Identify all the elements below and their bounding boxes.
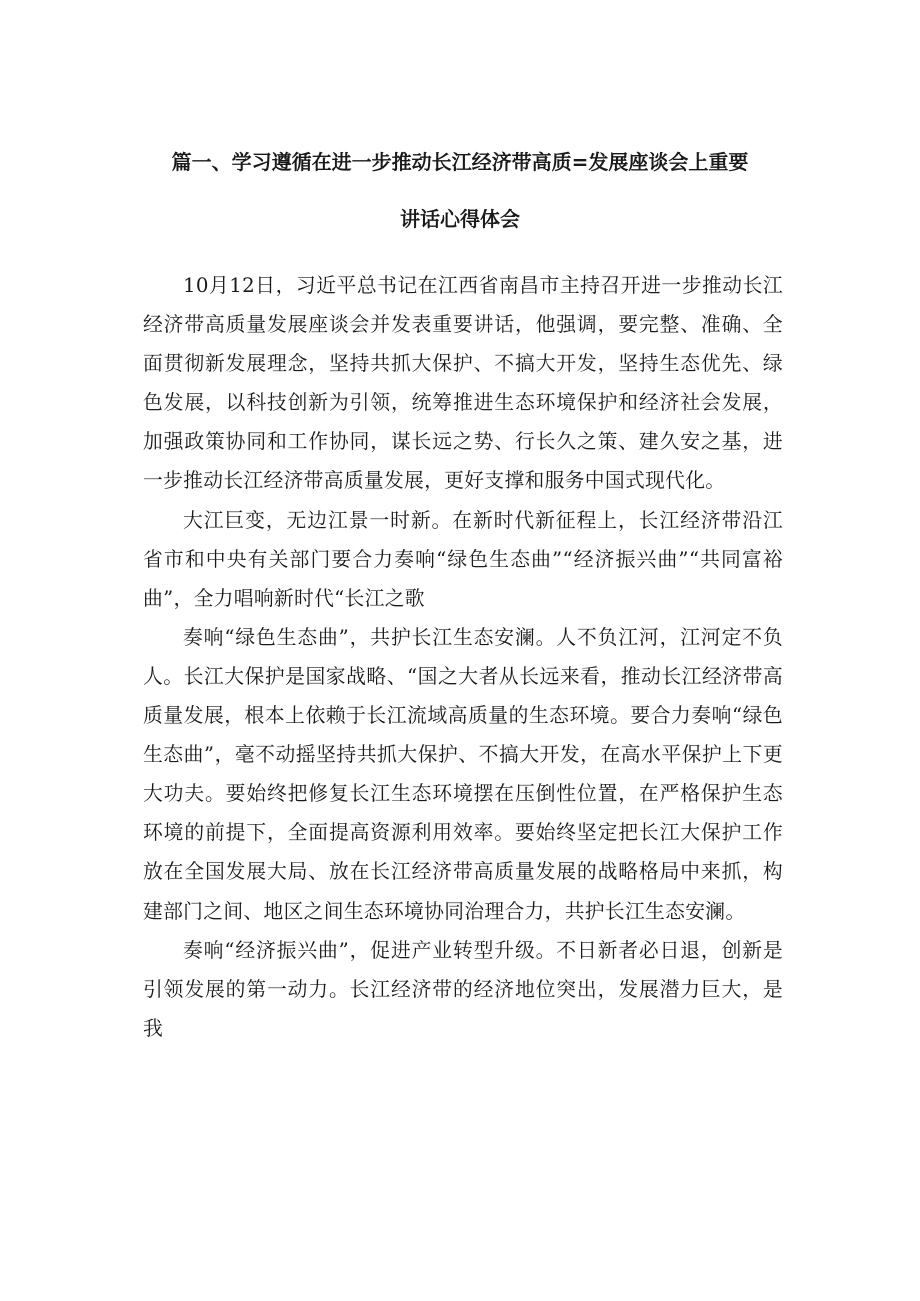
document-body xyxy=(143,266,783,1048)
document-title-line-2: 讲话心得体会 xyxy=(400,207,520,231)
paragraph-1: 10月12日，习近平总书记在江西省南昌市主持召开进一步推动长江经济带高质量发展座谈会并发表重要讲话，他强调，要完整、准确、全面贯彻新发展理念，坚持共抓大保护、不搞大开发，坚持生态优先、绿色发展，以科技创新为引领，统筹推进生态环境保护和经济社会发展，加强政策协同和工作协同，谋长远之势、行长久之策、建久安之基，进一步推动长江经济带高质量发展，更好支撑和服务中国式现代化。 xyxy=(143,274,783,493)
document-title-line-1: 篇一、学习遵循在进一步推动长江经济带高质=发展座谈会上重要 xyxy=(171,150,749,174)
paragraph-2: 大江巨变，无边江景一时新。在新时代新征程上，长江经济带沿江省市和中央有关部门要合力奏响“绿色生态曲”“经济振兴曲”“共同富裕曲”，全力唱响新时代“长江之歌 xyxy=(143,508,783,610)
paragraph-4: 奏响“经济振兴曲”，促进产业转型升级。不日新者必日退，创新是引领发展的第一动力。长江经济带的经济地位突出，发展潜力巨大，是我 xyxy=(143,938,783,1040)
paragraph-3: 奏响“绿色生态曲”，共护长江生态安澜。人不负江河，江河定不负人。长江大保护是国家战略、“国之大者从长远来看，推动长江经济带高质量发展，根本上依赖于长江流域高质量的生态环境。要合力奏响“绿色生态曲”，毫不动摇坚持共抓大保护、不搞大开发，在高水平保护上下更大功夫。要始终把修复长江生态环境摆在压倒性位置，在严格保护生态环境的前提下，全面提高资源利用效率。要始终坚定把长江大保护工作放在全国发展大局、放在长江经济带高质量发展的战略格局中来抓，构建部门之间、地区之间生态环境协同治理合力，共护长江生态安澜。 xyxy=(143,625,783,923)
